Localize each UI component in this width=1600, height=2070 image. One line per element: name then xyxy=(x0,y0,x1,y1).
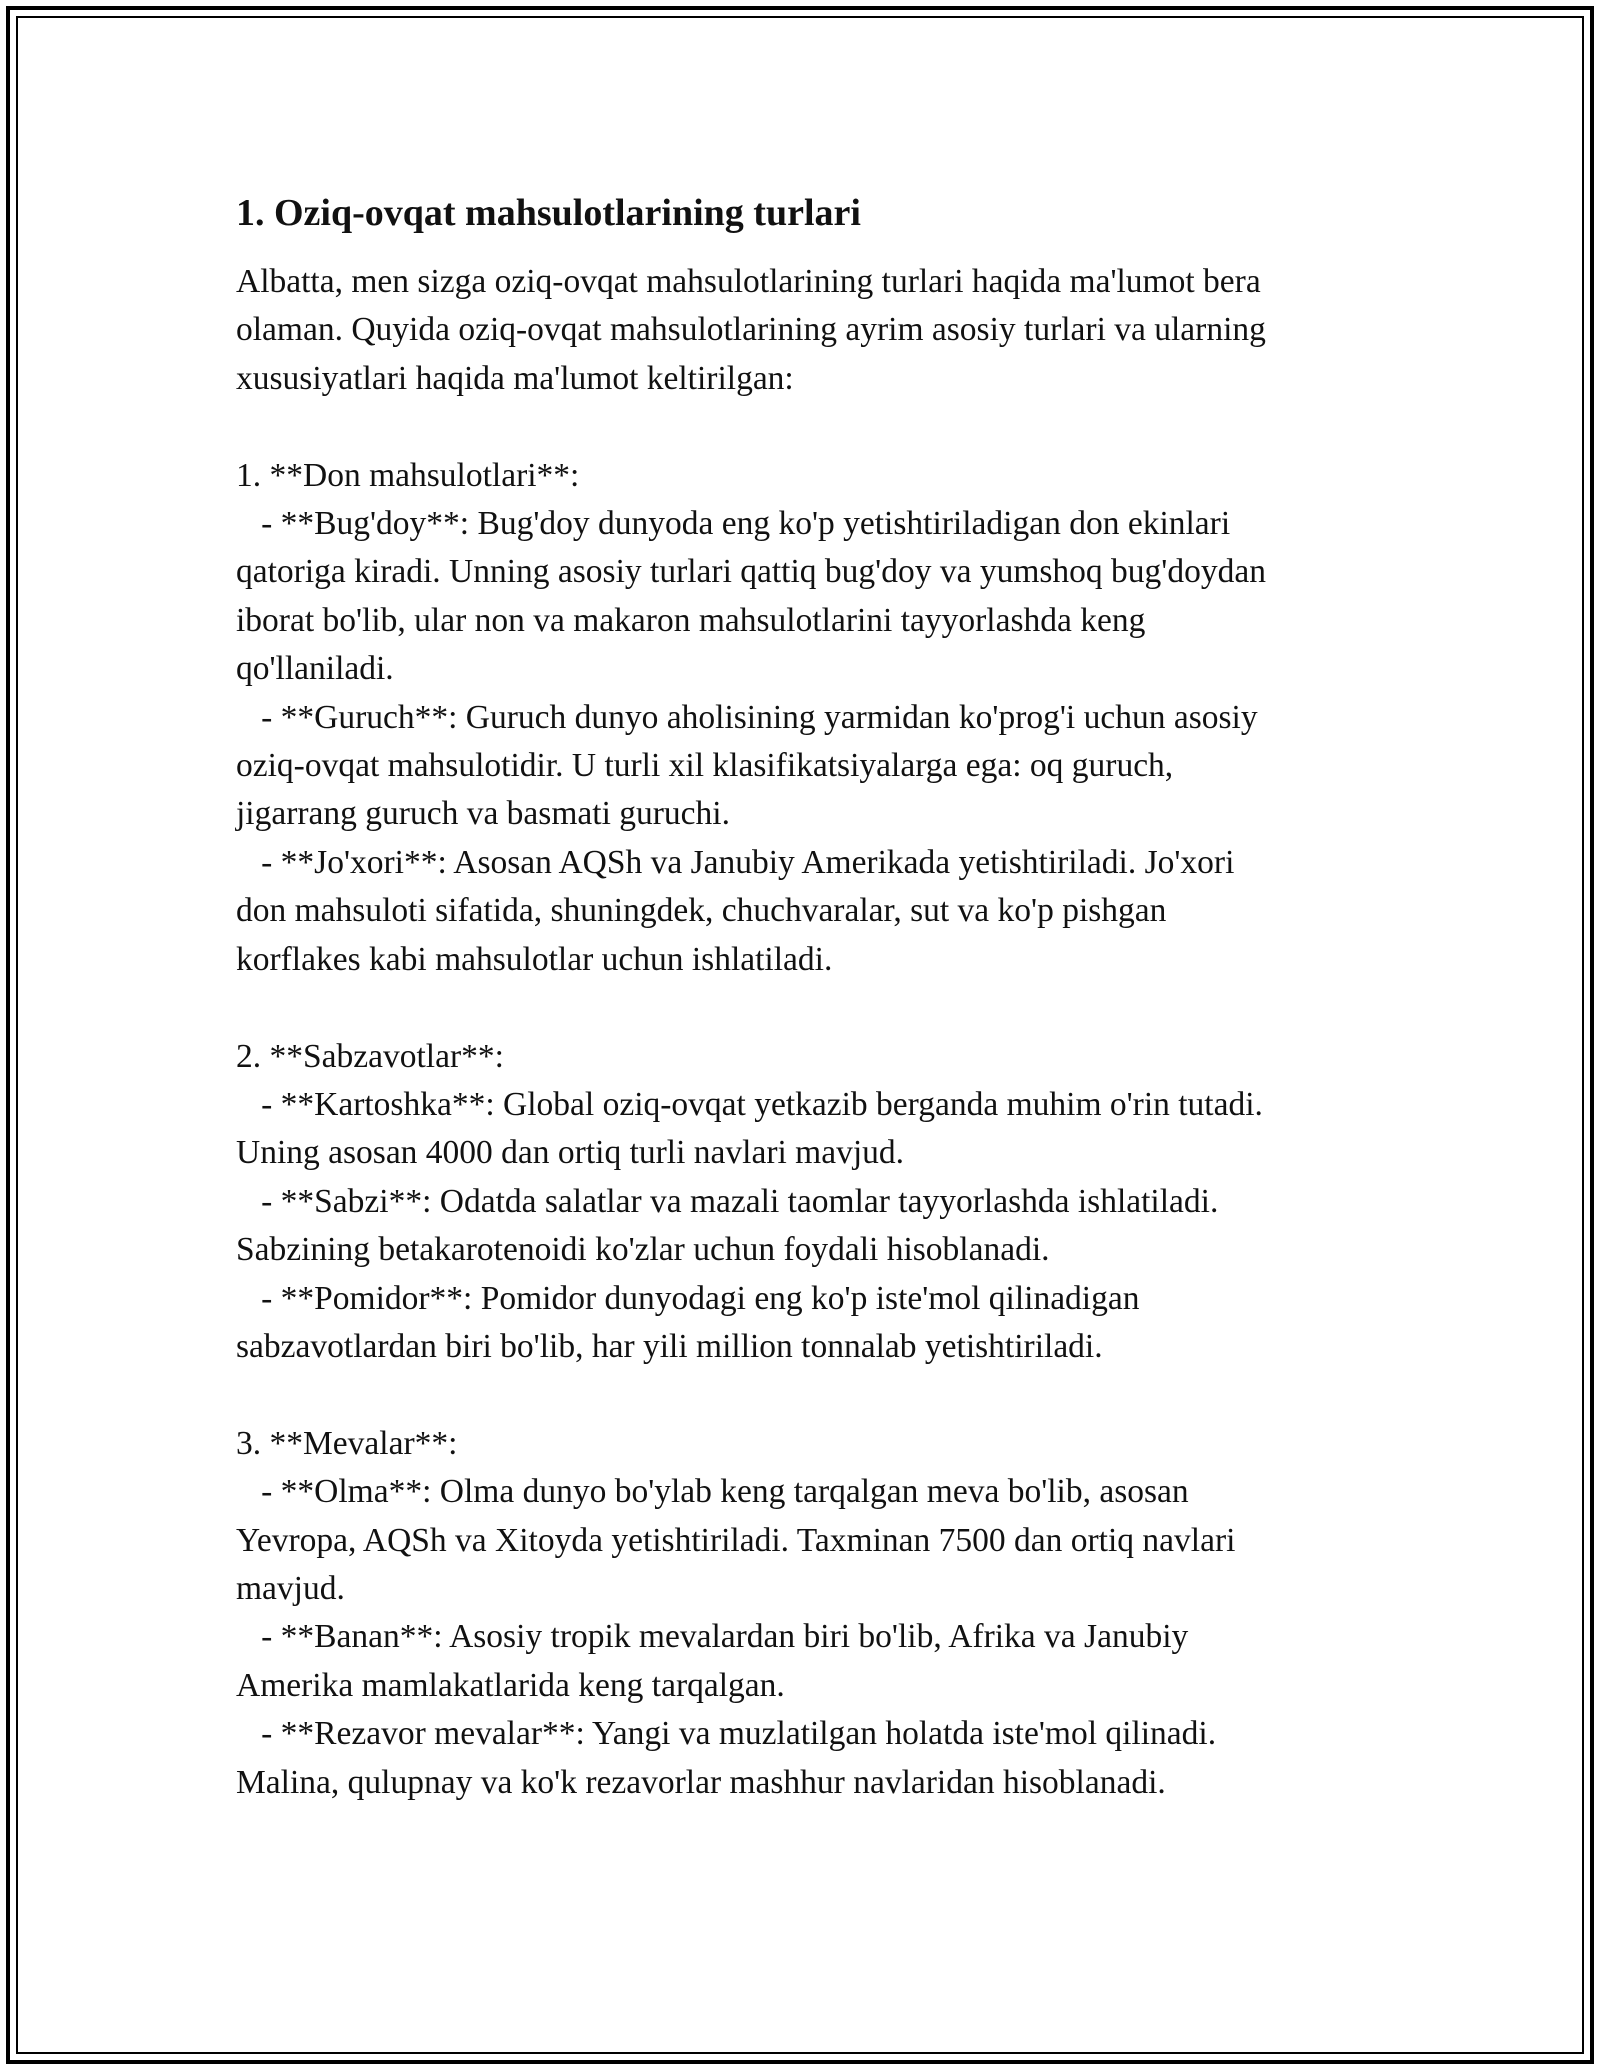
document-heading: 1. Oziq-ovqat mahsulotlarining turlari xyxy=(236,192,861,234)
document-content xyxy=(236,186,1376,1807)
document-body-text: Albatta, men sizga oziq-ovqat mahsulotlarining turlari haqida ma'lumot bera olaman. Quyida oziq-ovqat mahsulotlarining ayrim asosiy turlari va ularning xususiyatlari haqida ma'lumot keltirilgan: 1. **Don mahsulotlari**: - **Bug'doy**: Bug'doy dunyoda eng ko'p yetishtiriladigan don ekinlari qatoriga kiradi. Unning asosiy turlari qattiq bug'doy va yumshoq bug'doydan iborat bo'lib, ular non va makaron mahsulotlarini tayyorlashda keng qo'llaniladi. - **Guruch**: Guruch dunyo aholisining yarmidan ko'prog'i uchun asosiy oziq-ovqat mahsulotidir. U turli xil klasifikatsiyalarga ega: oq guruch, jigarrang guruch va basmati guruchi. - **Jo'xori**: Asosan AQSh va Janubiy Amerikada yetishtiriladi. Jo'xori don mahsuloti sifatida, shuningdek, chuchvaralar, sut va ko'p pishgan korflakes kabi mahsulotlar uchun ishlatiladi. 2. **Sabzavotlar**: - **Kartoshka**: Global oziq-ovqat yetkazib berganda muhim o'rin tutadi. Uning asosan 4000 dan ortiq turli navlari mavjud. - **Sabzi**: Odatda salatlar va mazali taomlar tayyorlashda ishlatiladi. Sabzining betakarotenoidi ko'zlar uchun foydali hisoblanadi. - **Pomidor**: Pomidor dunyodagi eng ko'p iste'mol qilinadigan sabzavotlardan biri bo'lib, har yili million tonnalab yetishtiriladi. 3. **Mevalar**: - **Olma**: Olma dunyo bo'ylab keng tarqalgan meva bo'lib, asosan Yevropa, AQSh va Xitoyda yetishtiriladi. Taxminan 7500 dan ortiq navlari mavjud. - **Banan**: Asosiy tropik mevalardan biri bo'lib, Afrika va Janubiy Amerika mamlakatlarida keng tarqalgan. - **Rezavor mevalar**: Yangi va muzlatilgan holatda iste'mol qilinadi. Malina, qulupnay va ko'k rezavorlar mashhur navlaridan hisoblanadi. xyxy=(236,263,1266,1801)
